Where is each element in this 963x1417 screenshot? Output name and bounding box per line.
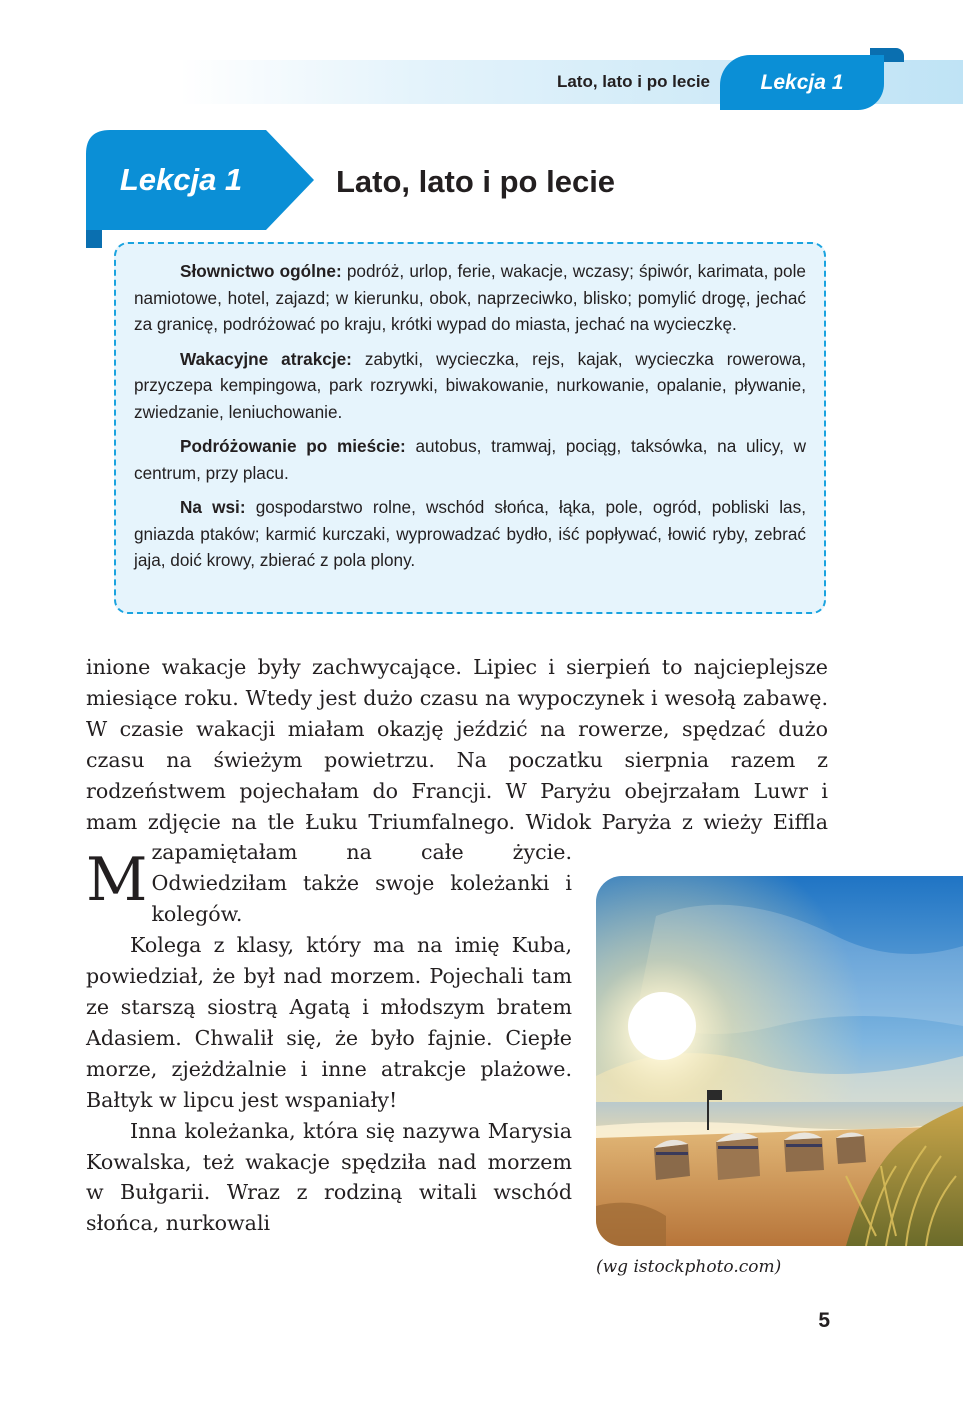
lesson-title: Lato, lato i po lecie — [336, 164, 616, 199]
lesson-badge-label: Lekcja 1 — [119, 162, 243, 197]
story-paragraph: Kolega z klasy, który ma na imię Kuba, powiedział, że był nad morzem. Pojechali tam ze starszą siostrą Agatą i młodszym bratem Adasiem. Chwalił się, że było fajnie. Ciepłe morze, zjeżdżalnie i inne atrakcje plażowe. Bałtyk w lipcu jest wspaniały! — [86, 933, 572, 1112]
running-title: Lato, lato i po lecie — [556, 72, 710, 91]
vocab-group-attractions — [134, 346, 806, 426]
vocab-text: gospodarstwo rolne, wschód słońca, łąka, pole, ogród, pobliski las, gniazda ptaków; karmić kurczaki, wyprowadzać bydło, iść popływać, łowić ryby, zebrać jaja, doić krowy, zbierać z pola plony. — [134, 497, 806, 570]
vocab-heading: Wakacyjne atrakcje: — [180, 348, 352, 369]
page-number: 5 — [818, 1309, 830, 1332]
vocab-text: autobus, tramwaj, pociąg, taksówka, na ulicy, w centrum, przy placu. — [134, 436, 807, 483]
header-tab-label: Lekcja 1 — [760, 71, 844, 94]
beach-sunrise-illustration — [596, 876, 963, 1246]
vocab-heading: Słownictwo ogólne: — [180, 261, 342, 281]
vocab-group-general — [134, 258, 806, 338]
beach-sunrise-photo — [596, 876, 963, 1246]
vocab-group-city — [134, 433, 806, 486]
drop-cap: M — [86, 845, 148, 915]
vocab-text: podróż, urlop, ferie, wakacje, wczasy; śpiwór, karimata, pole namiotowe, hotel, zajazd; w kierunku, obok, naprzeciwko, blisko; pomylić drogę, jechać za granicę, podróżować po kraju, krótki wypad do miasta, jechać na wycieczkę. — [134, 261, 806, 334]
vocab-heading: Podróżowanie po mieście: — [180, 436, 406, 456]
photo-caption: (wg istockphoto.com) — [596, 1257, 782, 1277]
vocab-group-countryside — [134, 494, 806, 574]
vocabulary-box — [114, 242, 826, 614]
vocab-heading: Na wsi: — [180, 497, 246, 517]
story-paragraph: Inna koleżanka, która się nazywa Marysia Kowalska, też wakacje spędziła nad morzem w Bułgarii. Wraz z rodziną witali wschód słońca, nurkowali — [86, 1118, 572, 1236]
story-paragraph-text: inione wakacje były zachwycające. Lipiec i sierpień to najcieplejsze miesiące roku. Wtedy jest dużo czasu na wypoczynek i wesołą zabawę. W czasie wakacji miałam okazję jeździć na rowerze, spędzać dużo czasu na świeżym powietrzu. Na poczatku sierpnia razem z rodzeństwem pojechałam do Francji. W Paryżu obejrzałam Luwr i mam zdjęcie na tle Łuku Triumfalnego. Widok Paryża z wieży Eiffla zapamiętałam na całe życie. Odwiedziłam także swoje koleżanki i kolegów. — [86, 655, 828, 927]
vocab-text: zabytki, wycieczka, rejs, kajak, wycieczka rowerowa, przyczepa kempingowa, park rozrywki, biwakowanie, nurkowanie, opalanie, pływanie, zwiedzanie, leniuchowanie. — [134, 348, 806, 422]
